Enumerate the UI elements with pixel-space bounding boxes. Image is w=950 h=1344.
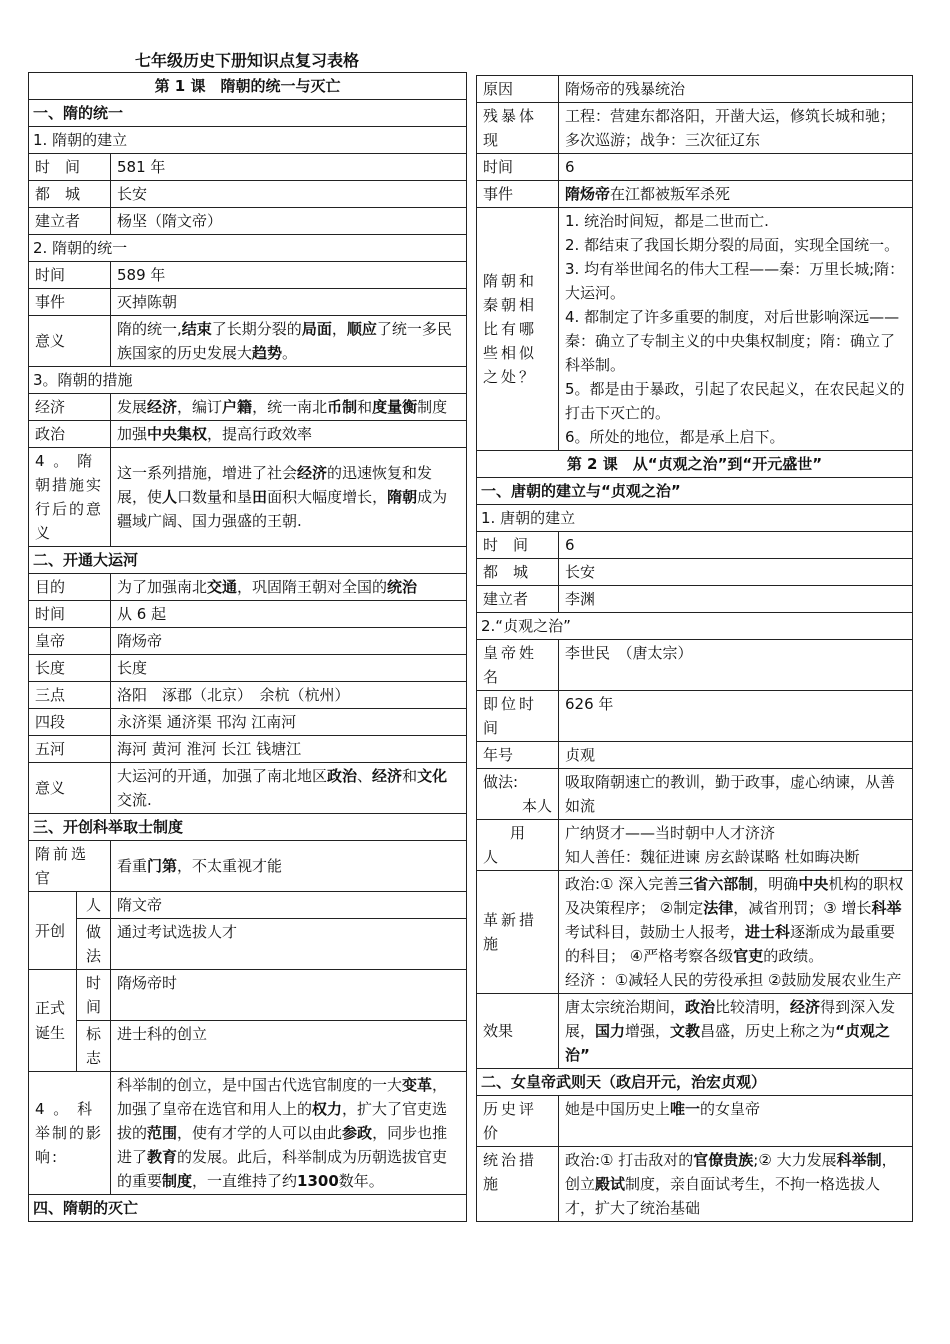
label-evaluation: 历史评价 [477, 1096, 559, 1147]
value-three-points: 洛阳 涿郡（北京） 余杭（杭州） [111, 682, 467, 709]
label-before-sui: 隋前选官 [29, 841, 111, 892]
label-self-method [477, 769, 559, 820]
lesson1-title: 第 1 课 隋朝的统一与灭亡 [29, 73, 467, 100]
value-emperor: 隋炀帝 [111, 628, 467, 655]
emphasis-text: 政治 [327, 767, 358, 785]
emphasis-text: 变革 [402, 1076, 433, 1094]
emphasis-text: 文化 [417, 767, 448, 785]
emphasis-text: 田 [252, 488, 268, 506]
value-compare [559, 208, 913, 451]
value-sign: 进士科的创立 [111, 1021, 467, 1072]
body-text: 政治:① 深入完善 [565, 875, 679, 893]
value-emperor-name: 李世民 （唐太宗） [559, 640, 913, 691]
emphasis-text: 人 [162, 488, 178, 506]
body-text: 。 [282, 344, 298, 362]
value-self-method: 吸取隋朝速亡的教训，勤于政事，虚心纳谏，从善如流 [559, 769, 913, 820]
label-cruelty: 残暴体现 [477, 103, 559, 154]
label-economy: 经济 [29, 394, 111, 421]
sub-sui-measures: 3。隋朝的措施 [29, 367, 467, 394]
body-text: 昌盛，历史上称之为 [700, 1022, 836, 1040]
value-politics [111, 421, 467, 448]
body-text: 机构的职权及决策程序； ②制定 [565, 875, 904, 917]
label-employ [477, 820, 559, 871]
emphasis-text: 隋朝 [387, 488, 418, 506]
value-tang-founder: 李渊 [559, 586, 913, 613]
emphasis-text: 范围 [147, 1124, 178, 1142]
body-text: 、 [357, 767, 373, 785]
body-text: ，提高行政效率 [207, 425, 313, 443]
label-canal-meaning: 意义 [29, 763, 111, 814]
left-column [28, 50, 466, 1222]
label-fall-time: 时间 [477, 154, 559, 181]
sui-fall-table [476, 75, 913, 1222]
value-effect [559, 994, 913, 1069]
body-text: ，减省刑罚；③ 增长 [733, 899, 872, 917]
body-text: 考试科目，鼓励士人报考， [565, 923, 746, 941]
body-text: 比较清明， [715, 998, 791, 1016]
employ-line-1: 广纳贤才——当时朝中人才济济 [565, 824, 776, 842]
emphasis-text: 文教 [670, 1022, 701, 1040]
value-unify-meaning [111, 316, 467, 367]
body-text: 在江都被叛军杀死 [610, 185, 731, 203]
emphasis-text: 进士科 [745, 923, 791, 941]
value-economy [111, 394, 467, 421]
body-text: 和 [402, 767, 418, 785]
value-four-sections: 永济渠 通济渠 邗沟 江南河 [111, 709, 467, 736]
label-tang-capital: 都 城 [477, 559, 559, 586]
emphasis-text: 经济 [147, 398, 178, 416]
value-time: 581 年 [111, 154, 467, 181]
value-evaluation [559, 1096, 913, 1147]
emphasis-text: 官吏 [733, 947, 764, 965]
label-tang-time: 时 间 [477, 532, 559, 559]
body-text: 加强 [117, 425, 148, 443]
value-reform [559, 871, 913, 994]
label-sign: 标志 [77, 1021, 111, 1072]
value-five-rivers: 海河 黄河 淮河 长江 钱塘江 [111, 736, 467, 763]
label-exam-impact: 4 。 科举制的影响: [29, 1072, 111, 1195]
emphasis-text: 科举 [871, 899, 902, 917]
value-capital: 长安 [111, 181, 467, 208]
body-text: 口数量和垦 [177, 488, 253, 506]
value-tang-time: 6 [559, 532, 913, 559]
value-fall-event [559, 181, 913, 208]
section-sui-fall: 四、隋朝的灭亡 [29, 1195, 467, 1222]
body-text: 这一系列措施，增进了社会 [117, 464, 298, 482]
compare-item: 4. 都制定了许多重要的制度，对后世影响深远——秦：确立了专制主义的中央集权制度；隋：确立了科举制。 [565, 308, 900, 374]
label-unify-meaning: 意义 [29, 316, 111, 367]
emphasis-text: 经济 [372, 767, 403, 785]
sub-sui-unify: 2. 隋朝的统一 [29, 235, 467, 262]
emphasis-text: 三省六部制 [678, 875, 754, 893]
compare-item: 2. 都结束了我国长期分裂的局面，实现全国统一。 [565, 236, 900, 254]
section-wu-zetian: 二、女皇帝武则天（政启开元，治宏贞观） [477, 1069, 913, 1096]
emphasis-text: 局面 [301, 320, 332, 338]
section-tang-founding: 一、唐朝的建立与“贞观之治” [477, 478, 913, 505]
label-accession: 即位时间 [477, 691, 559, 742]
body-text: ，使有才学的人可以由此 [177, 1124, 343, 1142]
label-era: 年号 [477, 742, 559, 769]
emphasis-text: 统治 [387, 578, 418, 596]
lesson2-title: 第 2 课 从“贞观之治”到“开元盛世” [477, 451, 913, 478]
label-reform: 革新措施 [477, 871, 559, 994]
body-text: ，不太重视才能 [177, 857, 283, 875]
label-person: 人 [77, 892, 111, 919]
value-rule [559, 1147, 913, 1222]
emphasis-text: 结束 [181, 320, 212, 338]
label-rule: 统治措施 [477, 1147, 559, 1222]
emphasis-text: 隋炀帝 [565, 185, 611, 203]
value-fall-time: 6 [559, 154, 913, 181]
body-text: 的发展。此后，科举制成为历朝选拔官吏的重要 [117, 1148, 448, 1190]
label-five-rivers: 五河 [29, 736, 111, 763]
section-grand-canal: 二、开通大运河 [29, 547, 467, 574]
emphasis-text: “贞观之治” [565, 1022, 890, 1064]
value-formal-time: 隋炀帝时 [111, 970, 467, 1021]
emphasis-text: 趋势 [252, 344, 283, 362]
emphasis-text: 币制 [327, 398, 358, 416]
body-text: 她是中国历史上 [565, 1100, 671, 1118]
body-text: 政治:① 打击敌对的 [565, 1151, 694, 1169]
label-self-method-1: 做法: [483, 773, 519, 791]
emphasis-text: 1300 [297, 1172, 339, 1190]
value-accession: 626 年 [559, 691, 913, 742]
compare-item: 3. 均有举世闻名的伟大工程——秦：万里长城;隋：大运河。 [565, 260, 905, 302]
label-employ-1: 用 [509, 824, 525, 842]
sub-zhenguan: 2.“贞观之治” [477, 613, 913, 640]
emphasis-text: 唯一 [670, 1100, 701, 1118]
body-text: ，扩大了官吏选拔的 [117, 1100, 448, 1142]
body-text: 的迅速恢复和发展，使 [117, 464, 433, 506]
body-text: 数年。 [338, 1172, 384, 1190]
value-canal-meaning [111, 763, 467, 814]
body-text: 看重 [117, 857, 148, 875]
label-cause: 原因 [477, 76, 559, 103]
label-employ-2: 人 [483, 848, 499, 866]
value-method: 通过考试选拔人才 [111, 919, 467, 970]
body-text: 的政绩。 [763, 947, 824, 965]
label-four-sections: 四段 [29, 709, 111, 736]
label-fall-event: 事件 [477, 181, 559, 208]
reform-economy: 经济 ：①减轻人民的劳役承担 ②鼓励发展农业生产 [565, 971, 902, 989]
value-purpose [111, 574, 467, 601]
employ-line-2: 知人善任：魏征进谏 房玄龄谋略 杜如晦决断 [565, 848, 860, 866]
value-unify-event: 灭掉陈朝 [111, 289, 467, 316]
lesson1-table [28, 72, 467, 841]
label-canal-time: 时间 [29, 601, 111, 628]
emphasis-text: 政治 [685, 998, 716, 1016]
label-compare: 隋朝和秦朝相比有哪些相似之处？ [477, 208, 559, 451]
body-text: ，创立 [565, 1151, 897, 1193]
label-method: 做法 [77, 919, 111, 970]
compare-item: 5。都是由于暴政，引起了农民起义，在农民起义的打击下灭亡的。 [565, 380, 905, 422]
emphasis-text: 门第 [147, 857, 178, 875]
emphasis-text: 科举制 [836, 1151, 882, 1169]
emphasis-text: 制度 [162, 1172, 193, 1190]
value-exam-impact [111, 1072, 467, 1195]
body-text: 面积大幅度增长， [267, 488, 388, 506]
exam-impact-table [28, 1071, 467, 1222]
body-text: 交流. [117, 791, 152, 809]
emphasis-text: 顺应 [346, 320, 377, 338]
compare-item: 6。所处的地位，都是承上启下。 [565, 428, 785, 446]
emphasis-text: 教育 [147, 1148, 178, 1166]
body-text: 了统一多民族国家的历史发展大 [117, 320, 452, 362]
body-text: ，加强了皇帝在选官和用人上的 [117, 1076, 448, 1118]
label-unify-time: 时间 [29, 262, 111, 289]
body-text: 科举制的创立，是中国古代选官制度的一大 [117, 1076, 403, 1094]
emphasis-text: 户籍 [222, 398, 253, 416]
label-measures-significance: 4 。 隋朝措施实行后的意义 [29, 448, 111, 547]
value-canal-time: 从 6 起 [111, 601, 467, 628]
document-title: 七年级历史下册知识点复习表格 [134, 51, 359, 70]
label-length: 长度 [29, 655, 111, 682]
right-column [476, 75, 912, 1222]
body-text: 成为疆域广阔、国力强盛的王朝. [117, 488, 448, 530]
emphasis-text: 法律 [703, 899, 734, 917]
label-emperor-name: 皇帝姓名 [477, 640, 559, 691]
value-cause: 隋炀帝的残暴统治 [559, 76, 913, 103]
body-text: ;② 大力发展 [753, 1151, 837, 1169]
emphasis-text: 度量衡 [372, 398, 418, 416]
body-text: ， [331, 320, 347, 338]
body-text: 为了加强南北 [117, 578, 208, 596]
label-formal-birth: 正式诞生 [29, 970, 77, 1072]
section-imperial-exam: 三、开创科举取士制度 [29, 814, 467, 841]
label-capital: 都 城 [29, 181, 111, 208]
body-text: 唐太宗统治期间， [565, 998, 686, 1016]
body-text: ，巩固隋王朝对全国的 [237, 578, 388, 596]
body-text: 得到深入发展， [565, 998, 896, 1040]
body-text: 和 [357, 398, 373, 416]
label-politics: 政治 [29, 421, 111, 448]
value-era: 贞观 [559, 742, 913, 769]
label-formal-time: 时间 [77, 970, 111, 1021]
body-text: ，编订 [177, 398, 223, 416]
body-text: ，同步也推进了 [117, 1124, 448, 1166]
label-founder: 建立者 [29, 208, 111, 235]
reform-politics [565, 872, 906, 968]
sub-tang-founding: 1. 唐朝的建立 [477, 505, 913, 532]
value-cruelty: 工程：营建东都洛阳，开凿大运，修筑长城和驰；多次巡游；战争：三次征辽东 [559, 103, 913, 154]
emphasis-text: 殿试 [595, 1175, 626, 1193]
emphasis-text: 国力 [595, 1022, 626, 1040]
body-text: 制度 [417, 398, 448, 416]
body-text: ，统一南北 [252, 398, 328, 416]
body-text: 增强， [625, 1022, 671, 1040]
emphasis-text: 官僚贵族 [693, 1151, 754, 1169]
label-effect: 效果 [477, 994, 559, 1069]
emphasis-text: 经济 [297, 464, 328, 482]
body-text: 逐渐成为最重要的科目； ④严格考察各级 [565, 923, 896, 965]
label-purpose: 目的 [29, 574, 111, 601]
emphasis-text: 权力 [312, 1100, 343, 1118]
compare-item: 1. 统治时间短，都是二世而亡. [565, 212, 769, 230]
body-text: 隋的统一, [117, 320, 182, 338]
body-text: 制度，亲自面试考生，不拘一格选拔人才，扩大了统治基础 [565, 1175, 881, 1217]
label-time: 时 间 [29, 154, 111, 181]
body-text: 发展 [117, 398, 148, 416]
value-unify-time: 589 年 [111, 262, 467, 289]
emphasis-text: 中央集权 [147, 425, 208, 443]
body-text: 了长期分裂的 [211, 320, 302, 338]
section-sui-unification: 一、隋的统一 [29, 100, 467, 127]
value-employ [559, 820, 913, 871]
emphasis-text: 中央 [798, 875, 829, 893]
emphasis-text: 交通 [207, 578, 238, 596]
value-length: 长度 [111, 655, 467, 682]
exam-table [28, 840, 467, 1072]
body-text: ，一直维持了约 [192, 1172, 298, 1190]
value-measures-significance [111, 448, 467, 547]
value-founder: 杨坚（隋文帝） [111, 208, 467, 235]
label-emperor: 皇帝 [29, 628, 111, 655]
label-self-method-2: 本人 [521, 797, 552, 815]
sub-sui-founding: 1. 隋朝的建立 [29, 127, 467, 154]
label-creation: 开创 [29, 892, 77, 970]
label-three-points: 三点 [29, 682, 111, 709]
body-text: 大运河的开通，加强了南北地区 [117, 767, 328, 785]
value-person: 隋文帝 [111, 892, 467, 919]
value-tang-capital: 长安 [559, 559, 913, 586]
label-tang-founder: 建立者 [477, 586, 559, 613]
value-before-sui [111, 841, 467, 892]
label-unify-event: 事件 [29, 289, 111, 316]
emphasis-text: 经济 [790, 998, 821, 1016]
body-text: 的女皇帝 [700, 1100, 761, 1118]
emphasis-text: 参政 [342, 1124, 373, 1142]
body-text: ，明确 [753, 875, 799, 893]
